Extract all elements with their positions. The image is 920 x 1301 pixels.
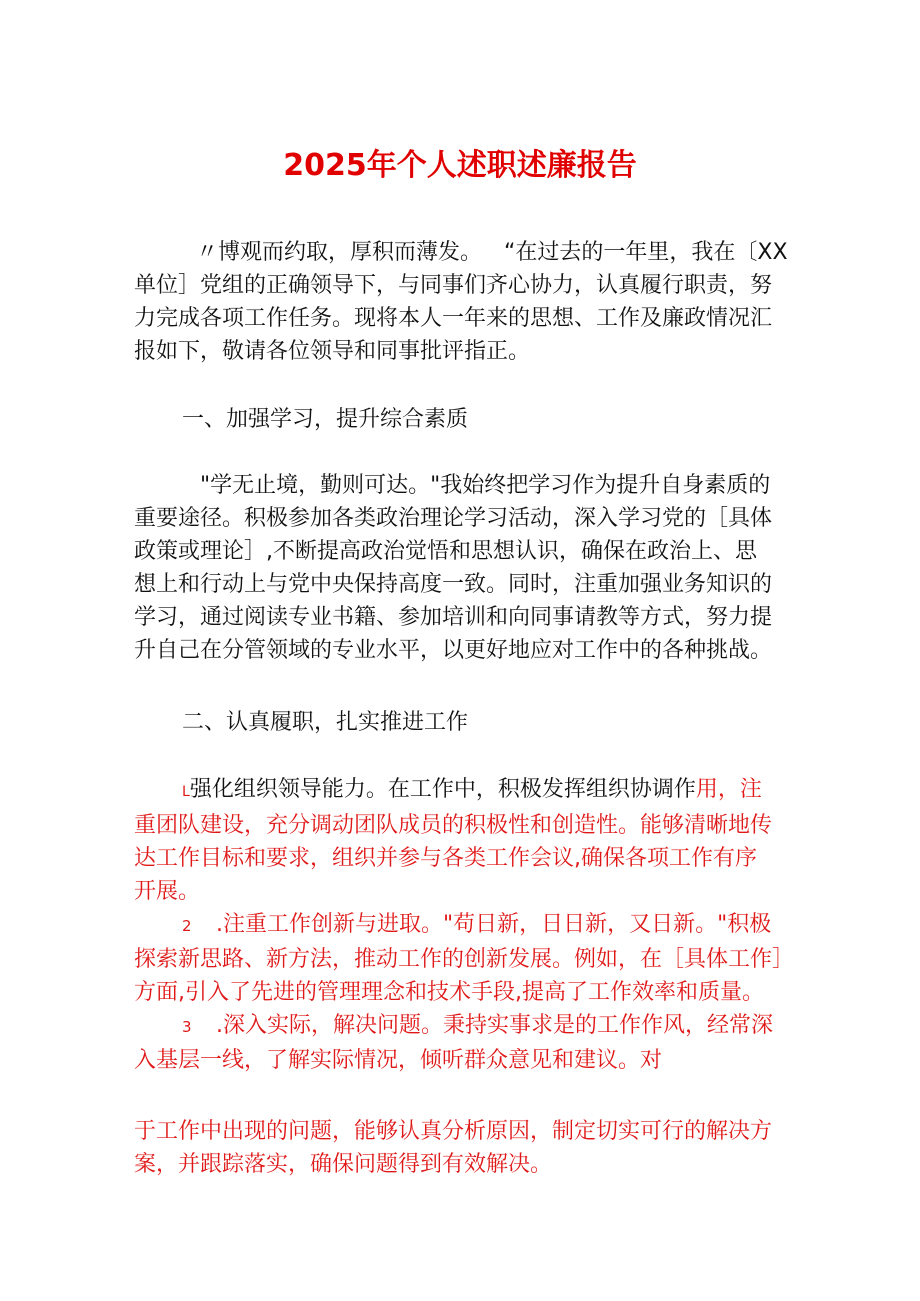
item-marker: L: [182, 784, 190, 800]
list-item-line: 于工作中出现的问题，能够认真分析原因，制定切实可行的解决方: [134, 1119, 773, 1144]
intro-line: 报如下，敬请各位领导和同事批评指正。: [134, 339, 531, 364]
list-item-2: 2 .注重工作创新与进取。"苟日新，日日新，又日新。"积极: [134, 908, 800, 943]
list-item-line: 入基层一线，了解实际情况，倾听群众意见和建议。对: [134, 1048, 663, 1073]
section2-heading: 二、认真履职，扎实推进工作: [182, 710, 469, 735]
list-item-3: 3 .深入实际，解决问题。秉持实事求是的工作作风，经常深: [134, 1009, 800, 1044]
section-heading: [134, 706, 800, 739]
section2-items: [134, 773, 800, 1077]
paragraph-line: "学无止境，勤则可达。"我始终把学习作为提升自身素质的: [200, 473, 771, 498]
list-item-line: 案，并跟踪落实，确保问题得到有效解决。: [134, 1152, 553, 1177]
list-item-line: 达工作目标和要求，组织并参与各类工作会议,确保各项工作有序: [134, 846, 757, 871]
paragraph-line: 想上和行动上与党中央保持高度一致。同时，注重加强业务知识的: [134, 572, 773, 597]
item3-continuation: [134, 1115, 800, 1181]
list-item-line: 重团队建设，充分调动团队成员的积极性和创造性。能够清晰地传: [134, 813, 773, 838]
list-item-line: 探索新思路、新方法，推动工作的创新发展。例如，在［具体工作］: [134, 947, 795, 972]
paragraph-line: 升自己在分管领域的专业水平，以更好地应对工作中的各种挑战。: [134, 638, 773, 663]
intro-line: 〃博观而约取，厚积而薄发。: [196, 240, 483, 265]
intro-line: 力完成各项工作任务。现将本人一年来的思想、工作及廉政情况汇: [134, 306, 773, 331]
intro-line: “在过去的一年里，我在〔XX: [504, 240, 788, 265]
list-item-1: L强化组织领导能力。在工作中，积极发挥组织协调作用，注: [182, 777, 762, 802]
section1-paragraph: [134, 469, 800, 667]
intro-paragraph: [134, 236, 800, 368]
list-item-line: 开展。: [134, 879, 201, 904]
intro-line: 单位］党组的正确领导下，与同事们齐心协力，认真履行职责，努: [134, 273, 773, 298]
paragraph-line: 重要途径。积极参加各类政治理论学习活动，深入学习党的［具体: [134, 506, 773, 531]
document-title: 2025年个人述职述廉报告: [283, 148, 637, 183]
paragraph-line: 学习，通过阅读专业书籍、参加培训和向同事请教等方式，努力提: [134, 605, 773, 630]
section-heading: [134, 403, 800, 436]
item-marker: 2: [182, 917, 192, 935]
list-item-line: 方面,引入了先进的管理理念和技术手段,提高了工作效率和质量。: [134, 980, 764, 1005]
section1-heading: 一、加强学习，提升综合素质: [182, 407, 469, 432]
item-marker: 3: [182, 1018, 192, 1036]
paragraph-line: 政策或理论］,不断提高政治觉悟和思想认识，确保在政治上、思: [134, 539, 757, 564]
